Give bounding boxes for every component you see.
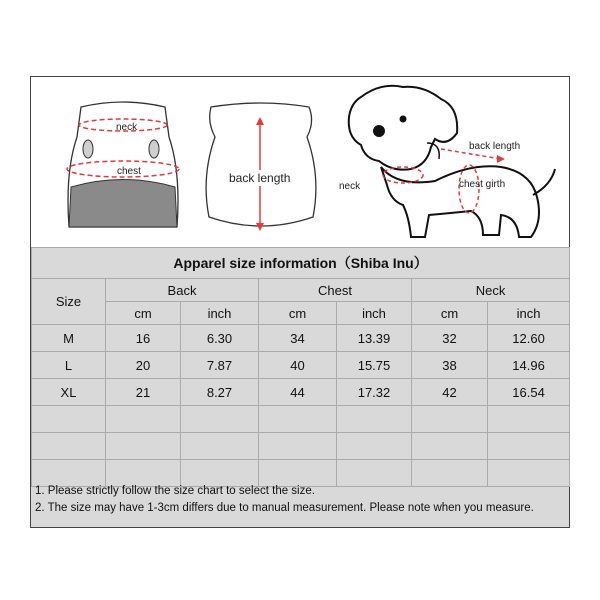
empty-row	[32, 406, 570, 433]
table-cell: 16	[106, 325, 181, 352]
table-row	[32, 325, 570, 352]
size-header: Size	[32, 279, 106, 325]
vest-back-illustration	[206, 103, 316, 231]
table-row	[32, 352, 570, 379]
back-length-label: back length	[229, 171, 291, 185]
table-cell: 32	[412, 325, 488, 352]
vest-front-illustration	[67, 102, 179, 227]
table-cell: 16.54	[488, 379, 570, 406]
table-cell: 6.30	[181, 325, 259, 352]
dog-chest-girth-label: chest girth	[459, 179, 506, 190]
table-cell: 17.32	[337, 379, 412, 406]
table-cell: 8.27	[181, 379, 259, 406]
table-cell: 12.60	[488, 325, 570, 352]
table-row	[32, 379, 570, 406]
table-title: Apparel size information（Shiba Inu）	[32, 248, 570, 279]
notes	[35, 483, 534, 517]
dog-neck-label: neck	[339, 181, 361, 192]
unit-header: inch	[337, 302, 412, 325]
size-cell: M	[32, 325, 106, 352]
unit-header: cm	[106, 302, 181, 325]
table-cell: 14.96	[488, 352, 570, 379]
table-cell: 7.87	[181, 352, 259, 379]
size-cell: XL	[32, 379, 106, 406]
figures-svg	[31, 77, 569, 247]
size-cell: L	[32, 352, 106, 379]
vest-neck-label: neck	[116, 122, 138, 133]
table-cell: 21	[106, 379, 181, 406]
vest-chest-label: chest	[117, 166, 141, 177]
note-2: 2. The size may have 1-3cm differs due to manual measurement. Please note when you measure.	[35, 502, 534, 514]
table-cell: 40	[259, 352, 337, 379]
measurement-figures	[31, 77, 569, 247]
note-1: 1. Please strictly follow the size chart to select the size.	[35, 485, 315, 497]
unit-header: inch	[181, 302, 259, 325]
unit-header: cm	[412, 302, 488, 325]
table-cell: 20	[106, 352, 181, 379]
table-cell: 42	[412, 379, 488, 406]
table-cell: 15.75	[337, 352, 412, 379]
group-header-back: Back	[106, 279, 259, 302]
dog-back-length-label: back length	[469, 141, 521, 152]
unit-header: inch	[488, 302, 570, 325]
unit-header: cm	[259, 302, 337, 325]
group-header-chest: Chest	[259, 279, 412, 302]
size-table-wrap	[31, 247, 569, 487]
table-cell: 44	[259, 379, 337, 406]
size-table	[31, 247, 570, 487]
table-cell: 38	[412, 352, 488, 379]
group-header-neck: Neck	[412, 279, 570, 302]
table-cell: 34	[259, 325, 337, 352]
dog-illustration	[339, 86, 555, 237]
empty-row	[32, 433, 570, 460]
table-cell: 13.39	[337, 325, 412, 352]
size-chart-card	[30, 76, 570, 528]
